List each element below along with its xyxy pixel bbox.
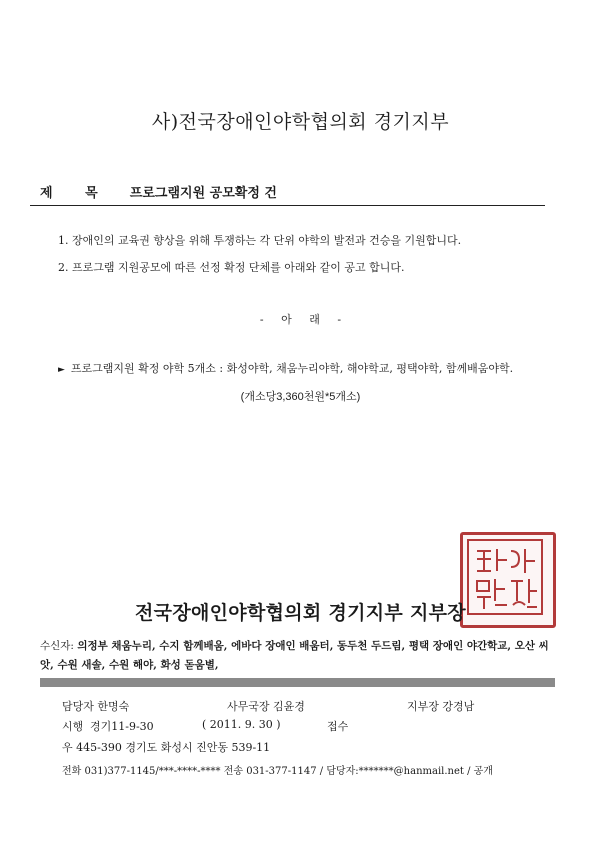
bullet-arrow-icon: ► [58,365,65,375]
paragraph-1: 1. 장애인의 교육권 향상을 위해 투쟁하는 각 단위 야학의 발전과 건승을 기원합니다. [58,234,462,247]
funding-calculation-note: (개소당3,360천원*5개소) [240,391,361,403]
recipients-list: 의정부 채움누리, 수지 함께배움, 에바다 장애인 배움터, 동두천 두드림, 평택 장애인 야간학교, 오산 씨앗, 수원 새솔, 수원 해야, 화성 돋움별, [40,640,549,671]
enforcement-date: ( 2011. 9. 30 ) [202,718,281,731]
enforcement-number: 경기11-9-30 [90,720,154,733]
subject-label: 제 목 [40,186,112,201]
branch-head: 지부장 강경남 [407,700,475,713]
footer-divider-bar [40,678,555,687]
selected-schools-text: 프로그램지원 확정 야학 5개소 : 화성야학, 채움누리야학, 해야학교, 평택야학, 함께배움야학. [70,362,514,375]
selected-schools-line [58,360,513,376]
recipients-label: 수신자: [40,640,74,652]
subject-text: 프로그램지원 공모확정 건 [129,186,277,201]
signer-title: 전국장애인야학협의회 경기지부 지부장 [135,602,466,624]
notice-heading: - 아 래 - [259,313,342,326]
recipients [40,637,560,675]
receipt-label: 접수 [327,720,349,733]
contact-info: 전화 031)377-1145/***-****-**** 전송 031-377-1147 / 담당자:*******@hanmail.net / 공개 [62,766,493,777]
enforcement-label: 시행 [62,720,84,733]
secretary-general: 사무국장 김윤경 [227,700,305,713]
postal-address: 우 445-390 경기도 화성시 진안동 539-11 [62,741,271,754]
paragraph-2: 2. 프로그램 지원공모에 따른 선정 확정 단체를 아래와 같이 공고 합니다. [58,261,405,274]
organization-title: 사)전국장애인야학협의회 경기지부 [151,111,450,133]
subject-divider [30,205,545,206]
subject-row [40,182,277,201]
staff-in-charge: 담당자 한명숙 [62,700,130,713]
